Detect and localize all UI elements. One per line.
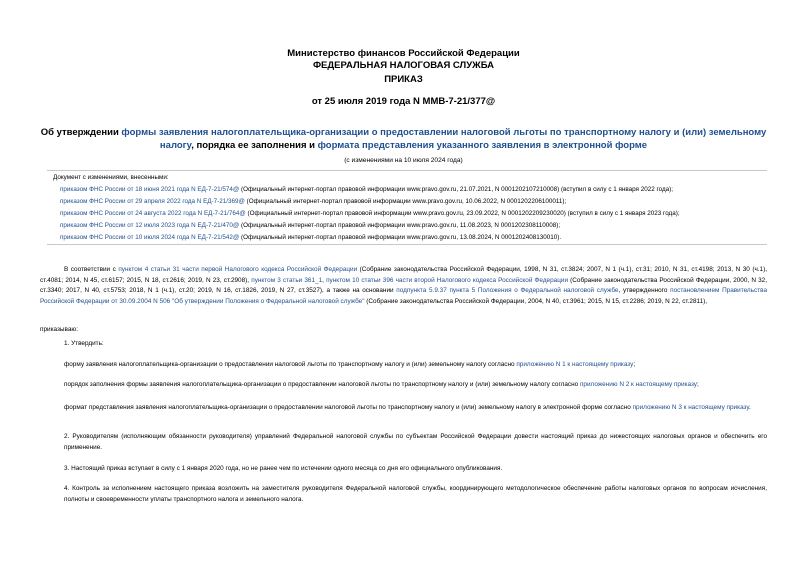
document-type: ПРИКАЗ: [384, 74, 423, 85]
changes-block: [47, 170, 767, 245]
change-text: (Официальный интернет-портал правовой информации www.pravo.gov.ru, 13.08.2024, N 0001202408130010).: [239, 234, 562, 241]
preamble-paragraph: [40, 265, 767, 307]
text: ;: [697, 381, 699, 388]
item-3-paragraph: 3. Настоящий приказ вступает в силу с 1 января 2020 года, но не ранее чем по истечении одного месяца со дня его официального опубликования.: [64, 465, 503, 472]
text: .: [748, 404, 751, 411]
appendix-2-link[interactable]: приложению N 2 к настоящему приказу: [579, 381, 698, 388]
change-item: [47, 196, 767, 208]
text: (Собрание законодательства Российской Федерации, 2004, N 40, ст.3961; 2015, N 15, ст.2286; 2019, N 22, ст.2811),: [364, 297, 708, 305]
appendix-1-link[interactable]: приложению N 1 к настоящему приказу: [516, 361, 634, 368]
resolution-link[interactable]: постановлением Правительства Российской Федерации от 30.09.2004 N 506 "Об утверждении Положения о Федеральной налоговой службе": [40, 287, 767, 305]
text: порядок заполнения формы заявления налогоплательщика-организации о предоставлении налоговой льготы по транспортному налогу и (или) земельному налогу согласно: [64, 381, 580, 388]
order-word: приказываю:: [40, 326, 78, 333]
change-text: (Официальный интернет-портал правовой информации www.pravo.gov.ru, 21.07.2021, N 0001202107210008) (вступил в силу с 1 января 2022 года);: [239, 186, 674, 193]
change-link[interactable]: приказом ФНС России от 29 апреля 2022 года N ЕД-7-21/369@: [60, 198, 245, 205]
regulation-link[interactable]: подпункта 5.9.37 пункта 5 Положения о Федеральной налоговой службе: [396, 287, 619, 294]
item-1-heading: 1. Утвердить:: [64, 340, 104, 347]
ministry-name: Министерство финансов Российской Федерации: [287, 48, 520, 59]
change-link[interactable]: приказом ФНС России от 12 июля 2023 года N ЕД-7-21/470@: [60, 222, 240, 229]
item-4-paragraph: 4. Контроль за исполнением настоящего приказа возложить на заместителя руководителя Федеральной налоговой службы, координирующего методологическое обеспечение работы налоговых органов по вопросам исчисления, полноты и своевременности уплаты транспортного налога и земельного налога.: [64, 485, 767, 503]
document-date: от 25 июля 2019 года N ММВ-7-21/377@: [311, 96, 496, 107]
text: (Собрание законодательства Российской Федерации, 1998, N 31, ст.3824; 2007, N 1 (ч.1), ст.31; 2010, N 31, ст.4198; 2013, N 30 (ч.1), ст.4081; 2014, N 45, ст.6157; 2015, N 18, ст.2616; 2019, N 23, ст.2908),: [40, 266, 768, 284]
change-item: [47, 220, 767, 232]
text: ,: [322, 276, 327, 284]
document-title: [40, 126, 767, 152]
title-form-link[interactable]: формы заявления налогоплательщика-организации о предоставлении налоговой льготы по транспортному налогу и (или) земельному налогу: [121, 127, 767, 151]
text: , утвержденного: [618, 287, 671, 294]
text: (Собрание законодательства Российской Федерации, 2000, N 32, ст.3340; 2017, N 40, ст.5753; 2018, N 1 (ч.1), ст.20; 2019, N 16, ст.1826, 2019, N 27, ст.3527), а также на основании: [40, 276, 767, 294]
change-text: (Официальный интернет-портал правовой информации www.pravo.gov.ru, 10.06.2022, N 0001202206100011);: [244, 198, 567, 205]
item-2-paragraph: 2. Руководителям (исполняющим обязанности руководителя) управлений Федеральной налоговой службы по субъектам Российской Федерации довести настоящий приказ до нижестоящих налоговых органов и обеспечить его применение.: [64, 433, 767, 451]
text: ;: [633, 361, 636, 368]
title-format-link[interactable]: формата представления указанного заявления в электронной форме: [317, 140, 648, 151]
tax-code-part1-link[interactable]: пунктом 4 статьи 31 части первой Налогового кодекса Российской Федерации: [118, 266, 358, 273]
title-prefix: Об утверждении: [40, 127, 122, 138]
change-text: (Официальный интернет-портал правовой информации www.pravo.gov.ru, 11.08.2023, N 0001202308110008);: [239, 222, 561, 229]
edition-note: (с изменениями на 10 июля 2024 года): [344, 157, 463, 164]
text: формат представления заявления налогоплательщика-организации о предоставлении налоговой льготы по транспортному налогу и (или) земельному налогу в электронной форме согласно: [64, 404, 633, 411]
approve-procedure-item: [64, 380, 791, 391]
text: форму заявления налогоплательщика-организации о предоставлении налоговой льготы по транспортному налогу и (или) земельному налогу согласно: [64, 361, 517, 368]
change-link[interactable]: приказом ФНС России от 10 июля 2024 года N ЕД-7-21/542@: [60, 234, 240, 241]
change-text: (Официальный интернет-портал правовой информации www.pravo.gov.ru, 23.09.2022, N 0001202209230020) (вступил в силу с 1 января 2023 года);: [245, 210, 680, 217]
changes-intro: Документ с изменениями, внесенными:: [53, 174, 169, 181]
change-link[interactable]: приказом ФНС России от 24 августа 2022 года N ЕД-7-21/764@: [60, 210, 246, 217]
appendix-3-link[interactable]: приложению N 3 к настоящему приказу: [632, 404, 749, 411]
title-middle: , порядка ее заполнения и: [191, 140, 318, 151]
text: В соответствии с: [64, 266, 119, 273]
service-name: ФЕДЕРАЛЬНАЯ НАЛОГОВАЯ СЛУЖБА: [312, 60, 495, 71]
approve-format-item: [64, 403, 767, 414]
change-item: [47, 232, 767, 244]
article-396-link[interactable]: пунктом 10 статьи 396 части второй Налогового кодекса Российской Федерации: [326, 276, 569, 284]
change-item: [47, 208, 767, 220]
article-361-link[interactable]: пунктом 3 статьи 361_1: [251, 276, 323, 284]
document-header: [0, 48, 807, 72]
approve-form-item: [64, 360, 791, 371]
change-item: [47, 184, 767, 196]
change-link[interactable]: приказом ФНС России от 18 июня 2021 года N ЕД-7-21/574@: [60, 186, 240, 193]
